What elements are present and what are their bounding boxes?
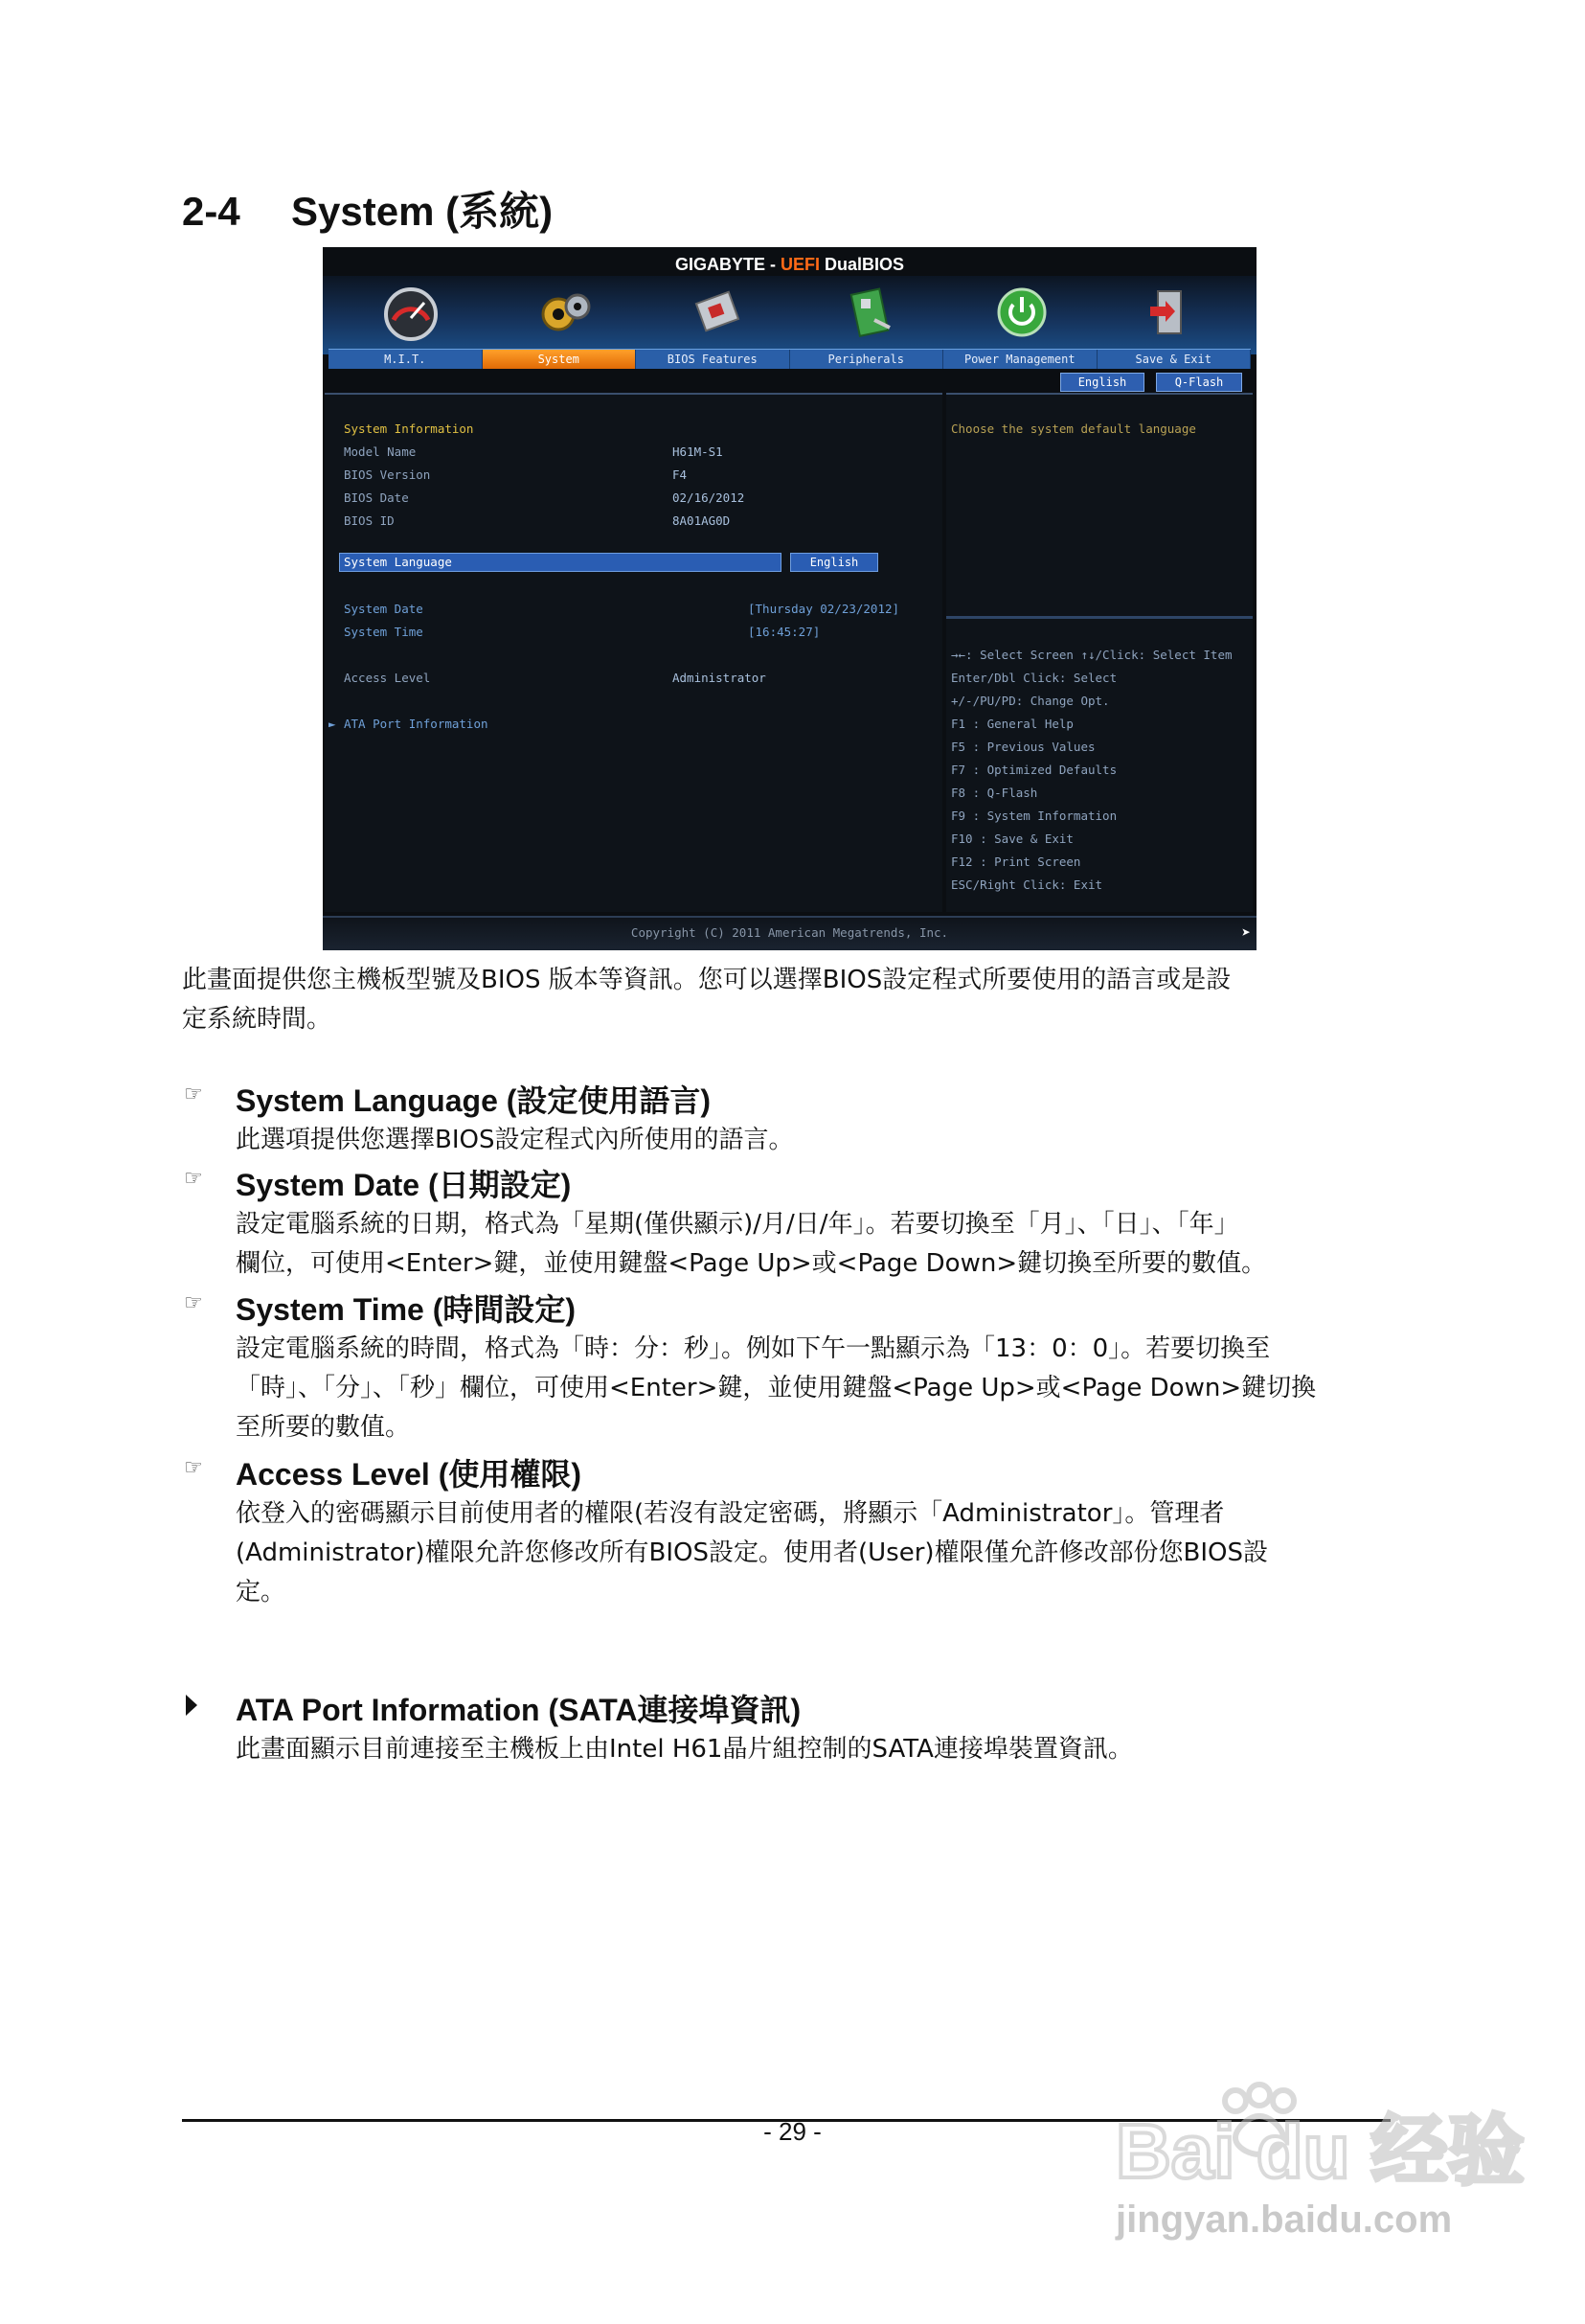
speedometer-icon[interactable] [380, 282, 442, 343]
submenu-triangle-icon [186, 1695, 197, 1716]
bios-version-value: F4 [672, 467, 688, 482]
bios-date-value: 02/16/2012 [672, 490, 745, 505]
bios-tab-bar [328, 349, 1251, 369]
key-help-10: F12 : Print Screen [951, 854, 1081, 869]
model-name-label: Model Name [344, 444, 417, 459]
system-date-label[interactable]: System Date [344, 602, 423, 616]
board-icon[interactable] [840, 282, 901, 343]
key-help-5: F5 : Previous Values [951, 740, 1096, 754]
help-text: Choose the system default language [951, 422, 1196, 436]
section-title: System (系統) [291, 189, 554, 234]
desc-line: 依登入的密碼顯示目前使用者的權限(若沒有設定密碼，將顯示「Administrator」。管理者 [236, 1499, 1225, 1528]
key-help-8: F9 : System Information [951, 809, 1118, 823]
watermark-url: jingyan.baidu.com [1116, 2199, 1453, 2241]
desc-line: 定。 [236, 1578, 286, 1606]
pointing-hand-icon: ☞ [184, 1456, 203, 1480]
system-time-value[interactable]: [16:45:27] [748, 625, 821, 639]
item-title-system-language: System Language (設定使用語言) [236, 1083, 712, 1118]
access-level-label: Access Level [344, 671, 431, 685]
submenu-arrow-icon: ► [328, 717, 336, 731]
chip-icon[interactable] [687, 282, 748, 343]
desc-line: 設定電腦系統的日期，格式為「星期(僅供顯示)/月/日/年」。若要切換至「月」、「日」、「年」 [236, 1210, 1239, 1239]
power-icon[interactable] [991, 282, 1053, 343]
key-help-2: Enter/Dbl Click: Select [951, 671, 1118, 685]
bios-banner [323, 276, 1257, 354]
desc-line: 此選項提供您選擇BIOS設定程式內所使用的語言。 [236, 1126, 794, 1154]
bios-title-separator: - [764, 255, 781, 274]
item-desc-system-date [236, 1205, 1414, 1284]
ata-port-description: 此畫面顯示目前連接至主機板上由Intel H61晶片組控制的SATA連接埠裝置資訊。 [236, 1735, 1133, 1764]
desc-line: 欄位，可使用<Enter>鍵，並使用鍵盤<Page Up>或<Page Down>鍵切換至所要的數值。 [236, 1249, 1267, 1278]
ata-port-title: ATA Port Information (SATA連接埠資訊) [236, 1693, 802, 1727]
bios-id-label: BIOS ID [344, 513, 395, 528]
tab-peripherals[interactable]: Peripherals [790, 350, 944, 369]
system-date-value[interactable]: [Thursday 02/23/2012] [748, 602, 900, 616]
tab-system[interactable]: System [483, 350, 637, 369]
item-title-system-date: System Date (日期設定) [236, 1168, 572, 1202]
desc-line: 設定電腦系統的時間，格式為「時：分：秒」。例如下午一點顯示為「13：0：0」。若要切換至 [236, 1334, 1271, 1363]
item-desc-system-language [236, 1121, 1414, 1160]
model-name-value: H61M-S1 [672, 444, 723, 459]
bios-brand: GIGABYTE [674, 255, 765, 274]
help-panel-divider [946, 616, 1253, 619]
mouse-cursor-icon: ➤ [1241, 923, 1251, 942]
bios-dualbios-label: DualBIOS [820, 255, 905, 274]
section-heading [182, 180, 553, 238]
key-help-6: F7 : Optimized Defaults [951, 763, 1118, 777]
baidu-watermark-logo [1116, 2084, 1525, 2194]
exit-door-icon[interactable] [1137, 282, 1198, 343]
language-button[interactable]: English [1060, 373, 1144, 392]
key-help-4: F1 : General Help [951, 717, 1074, 731]
key-help-1: →←: Select Screen ↑↓/Click: Select Item [951, 648, 1233, 662]
tab-mit[interactable]: M.I.T. [328, 350, 483, 369]
item-title-system-time: System Time (時間設定) [236, 1292, 577, 1327]
bios-copyright: Copyright (C) 2011 American Megatrends, Inc. [630, 925, 949, 940]
item-desc-access-level [236, 1494, 1414, 1612]
bios-uefi-label: UEFI [780, 255, 820, 274]
bios-date-label: BIOS Date [344, 490, 409, 505]
key-help-11: ESC/Right Click: Exit [951, 877, 1103, 892]
intro-line-2: 定系統時間。 [182, 1005, 332, 1034]
tab-bios-features[interactable]: BIOS Features [636, 350, 790, 369]
desc-line: (Administrator)權限允許您修改所有BIOS設定。使用者(User)權限僅允許修改部份您BIOS設 [236, 1538, 1269, 1567]
pointing-hand-icon: ☞ [184, 1082, 203, 1106]
bios-screenshot [323, 247, 1257, 948]
bios-version-label: BIOS Version [344, 467, 431, 482]
desc-line: 至所要的數值。 [236, 1413, 411, 1442]
key-help-3: +/-/PU/PD: Change Opt. [951, 694, 1110, 708]
key-help-7: F8 : Q-Flash [951, 786, 1038, 800]
qflash-button[interactable]: Q-Flash [1156, 373, 1242, 392]
intro-paragraph [182, 961, 1408, 1039]
watermark-logo-text: Bai du 经验 [1116, 2108, 1525, 2194]
pointing-hand-icon: ☞ [184, 1291, 203, 1315]
key-help-9: F10 : Save & Exit [951, 832, 1074, 846]
desc-line: 「時」、「分」、「秒」欄位，可使用<Enter>鍵，並使用鍵盤<Page Up>或<Page Down>鍵切換 [236, 1374, 1317, 1402]
tab-power-management[interactable]: Power Management [943, 350, 1098, 369]
system-language-value[interactable]: English [790, 553, 878, 572]
ata-port-information-item[interactable]: ATA Port Information [344, 717, 488, 731]
bios-id-value: 8A01AG0D [672, 513, 731, 528]
access-level-value: Administrator [672, 671, 766, 685]
gears-icon[interactable] [535, 282, 597, 343]
pointing-hand-icon: ☞ [184, 1167, 203, 1191]
item-title-access-level: Access Level (使用權限) [236, 1457, 582, 1492]
bios-title [323, 255, 1257, 275]
tab-save-exit[interactable]: Save & Exit [1098, 350, 1252, 369]
system-language-label: System Language [344, 555, 452, 569]
system-time-label[interactable]: System Time [344, 625, 423, 639]
section-number: 2-4 [182, 189, 240, 234]
system-information-heading: System Information [344, 422, 474, 436]
bios-footer [323, 916, 1257, 950]
intro-line-1: 此畫面提供您主機板型號及BIOS 版本等資訊。您可以選擇BIOS設定程式所要使用的語言或是設 [182, 966, 1232, 994]
page-number: - 29 - [763, 2117, 822, 2146]
item-desc-system-time [236, 1330, 1414, 1447]
